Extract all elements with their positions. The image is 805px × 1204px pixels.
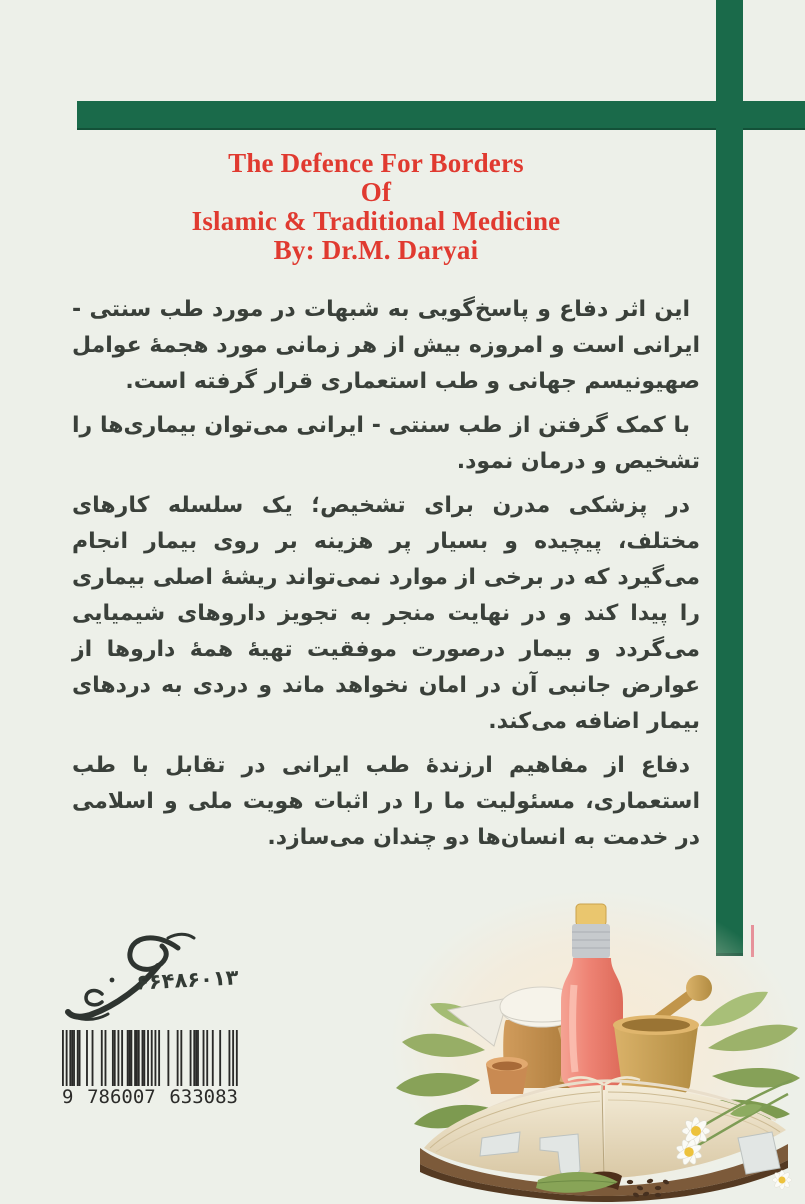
barcode-group-3: 633083	[169, 1086, 238, 1108]
persian-paragraph-2: با کمک گرفتن از طب سنتی - ایرانی می‌توان بیماری‌ها را تشخیص و درمان نمود.	[72, 413, 700, 474]
publisher-phone-number: ۶۶۴۸۶۰۱۳	[135, 965, 240, 995]
title-line-3: Islamic & Traditional Medicine	[191, 206, 561, 236]
cup-icon	[486, 1057, 528, 1094]
barcode-number	[60, 1086, 240, 1108]
title-line-4: By: Dr.M. Daryai	[273, 235, 479, 265]
barcode-group-1: 9	[62, 1086, 74, 1108]
persian-paragraph-4: دفاع از مفاهیم ارزندهٔ طب ایرانی در تقابل با طب استعماری، مسئولیت ما را در اثبات هویت ملی و اسلامی در خدمت به انسان‌ها دو چندان می‌سازد.	[72, 753, 700, 850]
title-line-2: Of	[360, 177, 392, 207]
barcode-group-2: 786007	[87, 1086, 156, 1108]
persian-body-text	[72, 292, 700, 864]
persian-paragraph-3: در پزشکی مدرن برای تشخیص؛ یک سلسله کارهای مختلف، پیچیده و بسیار پر هزینه بر روی بیمار انجام می‌گیرد که در برخی از موارد نمی‌تواند ریشهٔ اصلی بیماری را پیدا کند و در نهایت منجر به تجویز داروهای شیمیایی می‌گردد و بیمار درصورت موفقیت تهیهٔ همهٔ داروها از عوارض جانبی آن در امان نخواهد ماند و دردی به دردهای بیمار اضافه می‌کند.	[72, 493, 700, 734]
persian-paragraph-1: این اثر دفاع و پاسخ‌گویی به شبهات در مورد طب سنتی - ایرانی است و امروزه بیش از هر زمانی مورد هجمهٔ عوامل صهیونیسم جهانی و طب استعماری قرار گرفته است.	[72, 297, 700, 394]
green-cross-vertical-bar	[716, 0, 743, 956]
herbal-illustration	[390, 880, 805, 1204]
title-line-1: The Defence For Borders	[228, 148, 524, 178]
ean13-barcode	[60, 1030, 242, 1108]
english-title	[0, 149, 752, 265]
green-cross-horizontal-bar	[77, 101, 805, 130]
